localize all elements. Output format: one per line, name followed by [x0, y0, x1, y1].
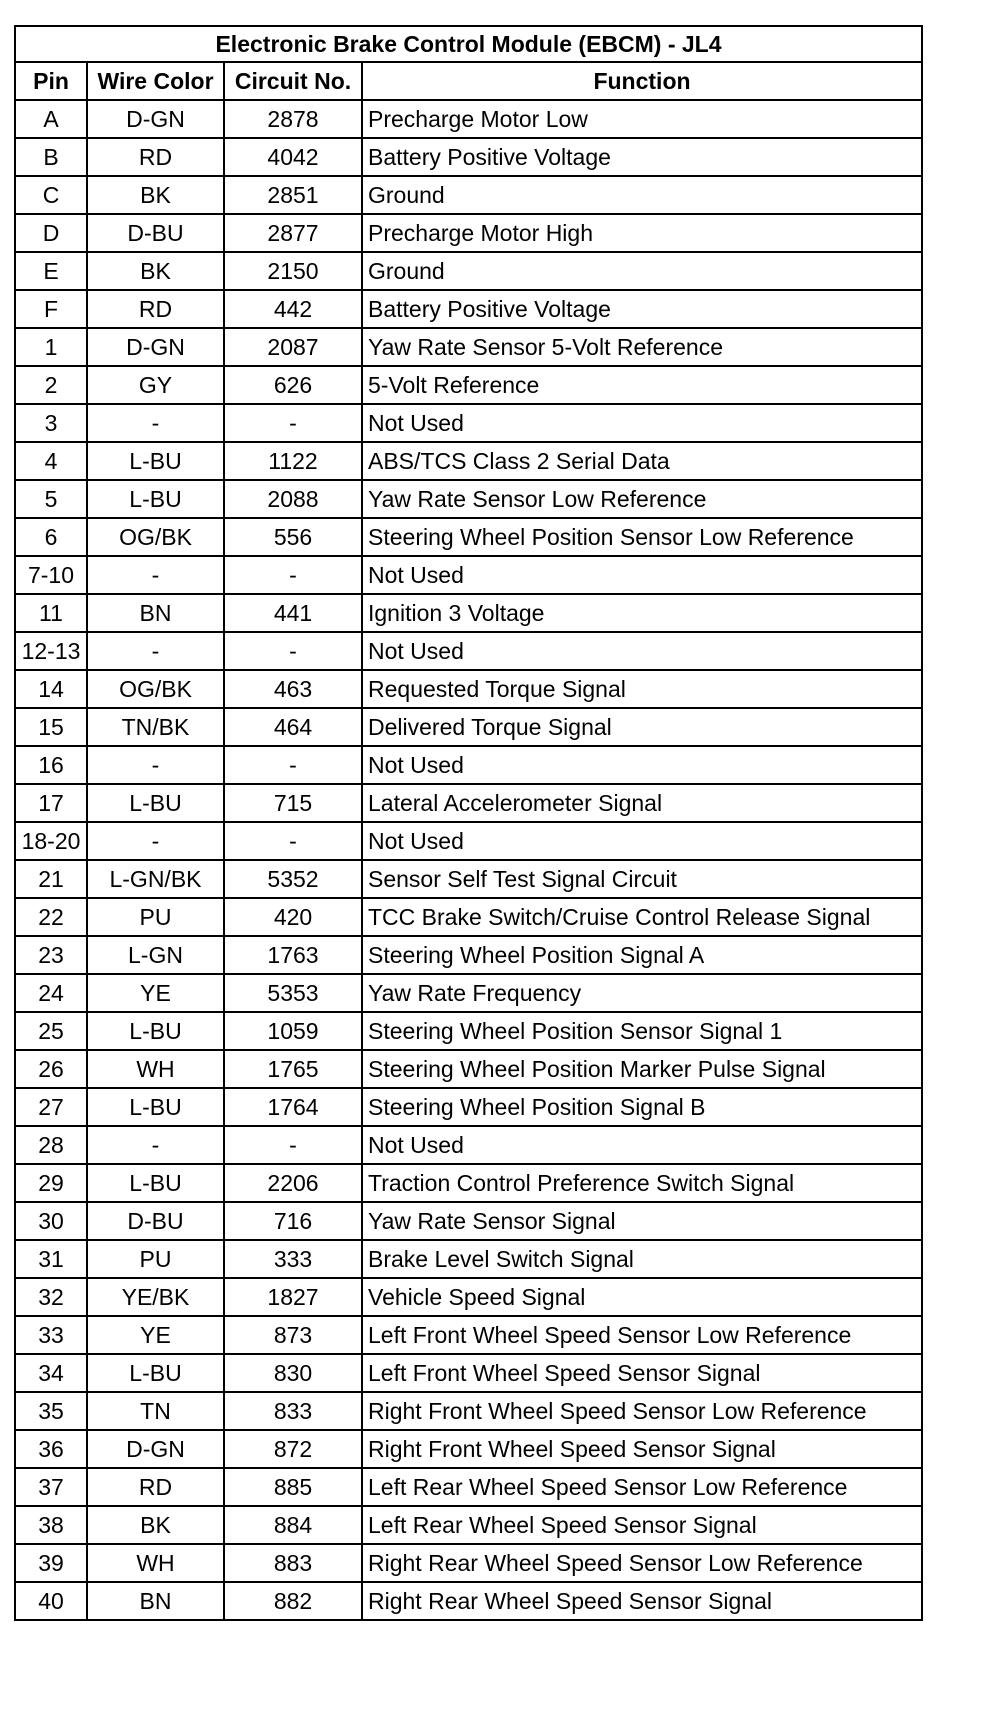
table-row	[15, 556, 922, 594]
function-cell: Right Rear Wheel Speed Sensor Signal	[362, 1582, 922, 1620]
table-row	[15, 1392, 922, 1430]
function-cell: ABS/TCS Class 2 Serial Data	[362, 442, 922, 480]
function-cell: Yaw Rate Frequency	[362, 974, 922, 1012]
circuit-no-cell: 872	[224, 1430, 362, 1468]
circuit-no-cell: 463	[224, 670, 362, 708]
circuit-no-cell: 716	[224, 1202, 362, 1240]
pin-cell: 38	[15, 1506, 87, 1544]
function-cell: Lateral Accelerometer Signal	[362, 784, 922, 822]
table-row	[15, 214, 922, 252]
table-row	[15, 138, 922, 176]
circuit-no-cell: 2206	[224, 1164, 362, 1202]
table-row	[15, 1240, 922, 1278]
circuit-no-cell: -	[224, 746, 362, 784]
function-cell: Steering Wheel Position Sensor Signal 1	[362, 1012, 922, 1050]
pin-cell: F	[15, 290, 87, 328]
circuit-no-cell: 2087	[224, 328, 362, 366]
wire-color-cell: L-BU	[87, 1088, 224, 1126]
circuit-no-cell: 1765	[224, 1050, 362, 1088]
table-row	[15, 632, 922, 670]
header-function: Function	[362, 62, 922, 100]
circuit-no-cell: 1763	[224, 936, 362, 974]
function-cell: Brake Level Switch Signal	[362, 1240, 922, 1278]
wire-color-cell: BK	[87, 252, 224, 290]
table-row	[15, 1468, 922, 1506]
wire-color-cell: WH	[87, 1050, 224, 1088]
circuit-no-cell: 441	[224, 594, 362, 632]
wire-color-cell: BK	[87, 176, 224, 214]
wire-color-cell: OG/BK	[87, 670, 224, 708]
function-cell: Right Front Wheel Speed Sensor Signal	[362, 1430, 922, 1468]
circuit-no-cell: 1122	[224, 442, 362, 480]
table-row	[15, 176, 922, 214]
function-cell: Requested Torque Signal	[362, 670, 922, 708]
function-cell: Precharge Motor High	[362, 214, 922, 252]
circuit-no-cell: 882	[224, 1582, 362, 1620]
ebcm-pinout-table	[14, 25, 923, 1621]
function-cell: Ignition 3 Voltage	[362, 594, 922, 632]
table-row	[15, 442, 922, 480]
table-row	[15, 898, 922, 936]
function-cell: Right Front Wheel Speed Sensor Low Reference	[362, 1392, 922, 1430]
wire-color-cell: -	[87, 746, 224, 784]
function-cell: Precharge Motor Low	[362, 100, 922, 138]
pin-cell: 26	[15, 1050, 87, 1088]
function-cell: Steering Wheel Position Marker Pulse Signal	[362, 1050, 922, 1088]
wire-color-cell: RD	[87, 1468, 224, 1506]
pin-cell: B	[15, 138, 87, 176]
table-header-row	[15, 62, 922, 100]
table-row	[15, 328, 922, 366]
function-cell: Left Front Wheel Speed Sensor Signal	[362, 1354, 922, 1392]
pin-cell: 37	[15, 1468, 87, 1506]
table-row	[15, 1354, 922, 1392]
function-cell: Not Used	[362, 556, 922, 594]
circuit-no-cell: 883	[224, 1544, 362, 1582]
pin-cell: 23	[15, 936, 87, 974]
function-cell: Battery Positive Voltage	[362, 138, 922, 176]
pin-cell: 39	[15, 1544, 87, 1582]
circuit-no-cell: 2150	[224, 252, 362, 290]
function-cell: Steering Wheel Position Signal B	[362, 1088, 922, 1126]
wire-color-cell: L-GN	[87, 936, 224, 974]
table-row	[15, 1050, 922, 1088]
pin-cell: 14	[15, 670, 87, 708]
pin-cell: 35	[15, 1392, 87, 1430]
function-cell: Yaw Rate Sensor Low Reference	[362, 480, 922, 518]
function-cell: Yaw Rate Sensor 5-Volt Reference	[362, 328, 922, 366]
function-cell: Yaw Rate Sensor Signal	[362, 1202, 922, 1240]
circuit-no-cell: 833	[224, 1392, 362, 1430]
table-row	[15, 518, 922, 556]
table-row	[15, 1506, 922, 1544]
table-row	[15, 366, 922, 404]
circuit-no-cell: 333	[224, 1240, 362, 1278]
circuit-no-cell: 1764	[224, 1088, 362, 1126]
circuit-no-cell: 1059	[224, 1012, 362, 1050]
table-row	[15, 1126, 922, 1164]
circuit-no-cell: -	[224, 632, 362, 670]
circuit-no-cell: 2088	[224, 480, 362, 518]
wire-color-cell: YE	[87, 974, 224, 1012]
function-cell: 5-Volt Reference	[362, 366, 922, 404]
wire-color-cell: -	[87, 556, 224, 594]
function-cell: Battery Positive Voltage	[362, 290, 922, 328]
pin-cell: 15	[15, 708, 87, 746]
wire-color-cell: GY	[87, 366, 224, 404]
wire-color-cell: L-GN/BK	[87, 860, 224, 898]
function-cell: Steering Wheel Position Signal A	[362, 936, 922, 974]
function-cell: Left Rear Wheel Speed Sensor Low Reference	[362, 1468, 922, 1506]
table-row	[15, 1316, 922, 1354]
wire-color-cell: -	[87, 404, 224, 442]
table-row	[15, 404, 922, 442]
table-row	[15, 708, 922, 746]
wire-color-cell: RD	[87, 290, 224, 328]
circuit-no-cell: 5352	[224, 860, 362, 898]
function-cell: Right Rear Wheel Speed Sensor Low Reference	[362, 1544, 922, 1582]
table-row	[15, 1544, 922, 1582]
circuit-no-cell: 873	[224, 1316, 362, 1354]
pin-cell: 5	[15, 480, 87, 518]
wire-color-cell: L-BU	[87, 442, 224, 480]
wire-color-cell: D-BU	[87, 1202, 224, 1240]
function-cell: Vehicle Speed Signal	[362, 1278, 922, 1316]
function-cell: Ground	[362, 252, 922, 290]
circuit-no-cell: 884	[224, 1506, 362, 1544]
table-row	[15, 1582, 922, 1620]
wire-color-cell: D-GN	[87, 328, 224, 366]
circuit-no-cell: 2878	[224, 100, 362, 138]
table-row	[15, 290, 922, 328]
wire-color-cell: PU	[87, 1240, 224, 1278]
circuit-no-cell: 830	[224, 1354, 362, 1392]
function-cell: TCC Brake Switch/Cruise Control Release Signal	[362, 898, 922, 936]
table-row	[15, 1088, 922, 1126]
circuit-no-cell: 442	[224, 290, 362, 328]
function-cell: Sensor Self Test Signal Circuit	[362, 860, 922, 898]
circuit-no-cell: 715	[224, 784, 362, 822]
wire-color-cell: OG/BK	[87, 518, 224, 556]
pin-cell: E	[15, 252, 87, 290]
pin-cell: 40	[15, 1582, 87, 1620]
function-cell: Not Used	[362, 822, 922, 860]
wire-color-cell: D-GN	[87, 100, 224, 138]
circuit-no-cell: 4042	[224, 138, 362, 176]
header-circuit-no: Circuit No.	[224, 62, 362, 100]
pin-cell: 2	[15, 366, 87, 404]
function-cell: Traction Control Preference Switch Signal	[362, 1164, 922, 1202]
table-row	[15, 670, 922, 708]
circuit-no-cell: 626	[224, 366, 362, 404]
pin-cell: 25	[15, 1012, 87, 1050]
pin-cell: A	[15, 100, 87, 138]
wire-color-cell: D-BU	[87, 214, 224, 252]
wire-color-cell: WH	[87, 1544, 224, 1582]
circuit-no-cell: -	[224, 404, 362, 442]
table-body	[15, 100, 922, 1620]
pin-cell: 12-13	[15, 632, 87, 670]
table-title-row	[15, 26, 922, 62]
table-row	[15, 1430, 922, 1468]
pin-cell: 6	[15, 518, 87, 556]
table-row	[15, 860, 922, 898]
wire-color-cell: L-BU	[87, 480, 224, 518]
pin-cell: 34	[15, 1354, 87, 1392]
wire-color-cell: -	[87, 822, 224, 860]
header-wire-color: Wire Color	[87, 62, 224, 100]
wire-color-cell: -	[87, 632, 224, 670]
circuit-no-cell: 556	[224, 518, 362, 556]
table-row	[15, 594, 922, 632]
circuit-no-cell: 2877	[224, 214, 362, 252]
function-cell: Not Used	[362, 746, 922, 784]
table-row	[15, 1012, 922, 1050]
table-row	[15, 746, 922, 784]
pin-cell: 30	[15, 1202, 87, 1240]
function-cell: Left Front Wheel Speed Sensor Low Reference	[362, 1316, 922, 1354]
wire-color-cell: PU	[87, 898, 224, 936]
pin-cell: 36	[15, 1430, 87, 1468]
header-pin: Pin	[15, 62, 87, 100]
circuit-no-cell: 420	[224, 898, 362, 936]
pin-cell: 32	[15, 1278, 87, 1316]
wire-color-cell: BN	[87, 1582, 224, 1620]
table-row	[15, 1278, 922, 1316]
table-row	[15, 822, 922, 860]
wire-color-cell: YE	[87, 1316, 224, 1354]
wire-color-cell: L-BU	[87, 1012, 224, 1050]
pin-cell: 3	[15, 404, 87, 442]
function-cell: Not Used	[362, 632, 922, 670]
pin-cell: 28	[15, 1126, 87, 1164]
circuit-no-cell: 1827	[224, 1278, 362, 1316]
wire-color-cell: TN	[87, 1392, 224, 1430]
wire-color-cell: RD	[87, 138, 224, 176]
pin-cell: 31	[15, 1240, 87, 1278]
function-cell: Delivered Torque Signal	[362, 708, 922, 746]
pin-cell: 17	[15, 784, 87, 822]
pin-cell: 11	[15, 594, 87, 632]
pin-cell: 33	[15, 1316, 87, 1354]
pin-cell: 4	[15, 442, 87, 480]
pin-cell: 7-10	[15, 556, 87, 594]
wire-color-cell: TN/BK	[87, 708, 224, 746]
table-row	[15, 1202, 922, 1240]
table-row	[15, 480, 922, 518]
function-cell: Not Used	[362, 1126, 922, 1164]
table-title: Electronic Brake Control Module (EBCM) - JL4	[15, 26, 922, 62]
pin-cell: C	[15, 176, 87, 214]
table-row	[15, 252, 922, 290]
circuit-no-cell: 2851	[224, 176, 362, 214]
circuit-no-cell: -	[224, 1126, 362, 1164]
circuit-no-cell: -	[224, 556, 362, 594]
function-cell: Not Used	[362, 404, 922, 442]
pin-cell: 22	[15, 898, 87, 936]
wire-color-cell: -	[87, 1126, 224, 1164]
wire-color-cell: L-BU	[87, 784, 224, 822]
pin-cell: D	[15, 214, 87, 252]
wire-color-cell: D-GN	[87, 1430, 224, 1468]
table-row	[15, 936, 922, 974]
pin-cell: 21	[15, 860, 87, 898]
circuit-no-cell: 5353	[224, 974, 362, 1012]
pin-cell: 24	[15, 974, 87, 1012]
pin-cell: 1	[15, 328, 87, 366]
pin-cell: 27	[15, 1088, 87, 1126]
function-cell: Left Rear Wheel Speed Sensor Signal	[362, 1506, 922, 1544]
wire-color-cell: YE/BK	[87, 1278, 224, 1316]
function-cell: Steering Wheel Position Sensor Low Reference	[362, 518, 922, 556]
function-cell: Ground	[362, 176, 922, 214]
table-row	[15, 784, 922, 822]
circuit-no-cell: 464	[224, 708, 362, 746]
wire-color-cell: BN	[87, 594, 224, 632]
wire-color-cell: L-BU	[87, 1164, 224, 1202]
table-row	[15, 100, 922, 138]
circuit-no-cell: 885	[224, 1468, 362, 1506]
table-row	[15, 1164, 922, 1202]
wire-color-cell: BK	[87, 1506, 224, 1544]
pin-cell: 18-20	[15, 822, 87, 860]
wire-color-cell: L-BU	[87, 1354, 224, 1392]
pin-cell: 16	[15, 746, 87, 784]
circuit-no-cell: -	[224, 822, 362, 860]
pin-cell: 29	[15, 1164, 87, 1202]
table-row	[15, 974, 922, 1012]
